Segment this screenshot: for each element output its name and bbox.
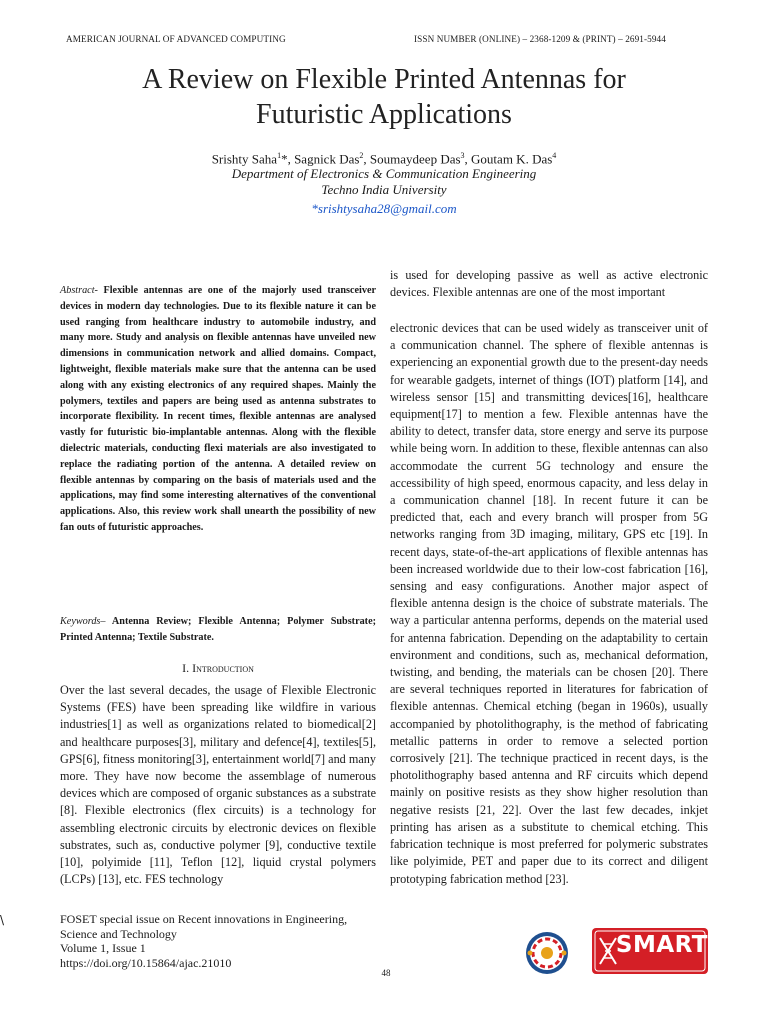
footer-citation — [60, 912, 347, 970]
journal-header: AMERICAN JOURNAL OF ADVANCED COMPUTING — [66, 34, 286, 44]
smart-logo-text: SMART — [615, 932, 708, 958]
conference-seal-icon — [524, 930, 570, 976]
doi-link[interactable]: https://doi.org/10.15864/ajac.21010 — [60, 955, 232, 970]
keywords-text: Antenna Review; Flexible Antenna; Polymer Substrate; Printed Antenna; Textile Substrate. — [60, 616, 376, 643]
author-2: , Sagnick Das — [287, 151, 360, 167]
paper-title — [40, 62, 728, 132]
footer-line-1: FOSET special issue on Recent innovations in Engineering, — [60, 912, 348, 926]
section-title: Introduction — [192, 661, 254, 675]
footer-line-3: Volume 1, Issue 1 — [60, 941, 146, 955]
footer-line-2: Science and Technology — [60, 926, 177, 941]
author-email-link[interactable]: *srishtysaha28@gmail.com — [311, 201, 457, 216]
author-4: , Goutam K. Das — [464, 151, 553, 167]
abstract-text: Flexible antennas are one of the majorly used transceiver devices in modern day technologies. Due to its flexible nature it can be used ranging from healthcare industry to automobile industry, and many more. Study and analysis on flexible antennas have unveiled new dimensions in communication network and allied domains. Compact, lightweight, flexible materials make sure that the antenna can be used along with any existing electronics of any required shapes. Mainly the polymers, textiles and papers are being used as antenna substrates to incorporate flexibility. In recent times, flexible antennas are analysed vastly for futuristic bio-implantable antennas. Along with the flexible dielectric materials, conducting flexi materials are also investigated to replace the radiating portion of the antenna. A detailed review on flexible antennas by comparing on the basis of materials used and the applications, may find some interesting alternatives of the conventional applications. Also, this review work shall unearth the possibility of new fan outs of futuristic approaches. — [60, 285, 376, 533]
issn-header: ISSN NUMBER (ONLINE) – 2368-1209 & (PRINT) – 2691-5944 — [414, 34, 666, 44]
title-line-2: Futuristic Applications — [256, 99, 512, 130]
introduction-left-column: Over the last several decades, the usage of Flexible Electronic Systems (FES) have been spreading like wildfire in various industries[1] as well as organizations related to biomedical[2] and healthcare purposes[3], military and defence[4], textiles[5], GPS[6], fitness monitoring[3], entertainment world[7] and many more. They have now become the assemblage of numerous devices which are composed of organic substances as a substrate [8]. Flexible electronics (flex circuits) is a technology for assembling electronic circuits by electronic devices on flexible substrates, such as, conductive polymer [9], conductive textile [10], polyimide [11], Teflon [12], liquid crystal polymers (LCPs) [13], etc. FES technology — [60, 683, 376, 887]
right-column-top: is used for developing passive as well as active electronic devices. Flexible antennas are one of the most important — [390, 268, 708, 300]
author-4-affiliation: 4 — [552, 151, 557, 160]
section-number: I. — [182, 661, 190, 675]
corresponding-mark: * — [281, 151, 288, 167]
keywords-label: Keywords– — [60, 616, 106, 627]
right-column-body: electronic devices that can be used widely as transceiver unit of a communication channel. The sphere of flexible antennas is experiencing an exponential growth due to the present-day needs for wearable gadgets, internet of things (IOT) platform [14], and wireless sensor [15] and transmitting devices[16], healthcare equipment[17] to mention a few. Flexible antennas have the ability to detect, transfer data, store energy and serve its purpose while being worn. In addition to these, flexible antennas can also accommodate the current 5G technology and ensure the accessibility of high speed, enormous capacity, and less delay in a communication channel [18]. In recent future it can be predicted that, each and every branch will prosper from 5G networks ranging from 3D imaging, military, GPS etc [19]. In recent days, state-of-the-art applications of flexible antennas has been increased worldwide due to their low-cost fabrication [16], sensing and easy configurations. Another major aspect of flexible antenna design is the choice of substrate materials. The way a particular antenna performs, depends on the material used for antenna fabrication. Depending on the adaptability to certain environment and conditions, such as, mechanical deformation, twisting, and bending, the materials can be chosen [20]. There are several techniques reported in literatures for fabrication of flexible antennas. Chemical etching (began in 1960s), usually accompanied by photolithography, is the method of fabricating metallic patterns in order to remove a selected portion corrosively [21]. The technique practiced in recent days, is the photolithography based antenna and RF circuits which depend mainly on positive resists as they show higher resolution than negative resists [21, 22]. Over the last few decades, inkjet printing has arisen as a substitute to chemical etching. This fabrication technique is most preferred for polymeric substrates like polyimide, PET and paper due to its correct and diligent prototyping fabrication method [23]. — [390, 321, 708, 886]
keywords — [60, 614, 376, 646]
author-3-affiliation: 3 — [460, 151, 465, 160]
margin-mark: \ — [0, 913, 5, 927]
author-2-affiliation: 2 — [359, 151, 364, 160]
university: Techno India University — [321, 182, 447, 197]
author-1: Srishty Saha — [211, 151, 278, 167]
abstract — [60, 283, 376, 536]
author-3: , Soumaydeep Das — [363, 151, 461, 167]
abstract-label: Abstract- — [60, 285, 98, 296]
title-line-1: A Review on Flexible Printed Antennas for — [142, 64, 626, 95]
author-1-affiliation: 1 — [277, 151, 282, 160]
page-number: 48 — [381, 968, 391, 978]
department: Department of Electronics & Communication Engineering — [231, 166, 537, 181]
section-heading-introduction — [60, 661, 376, 676]
